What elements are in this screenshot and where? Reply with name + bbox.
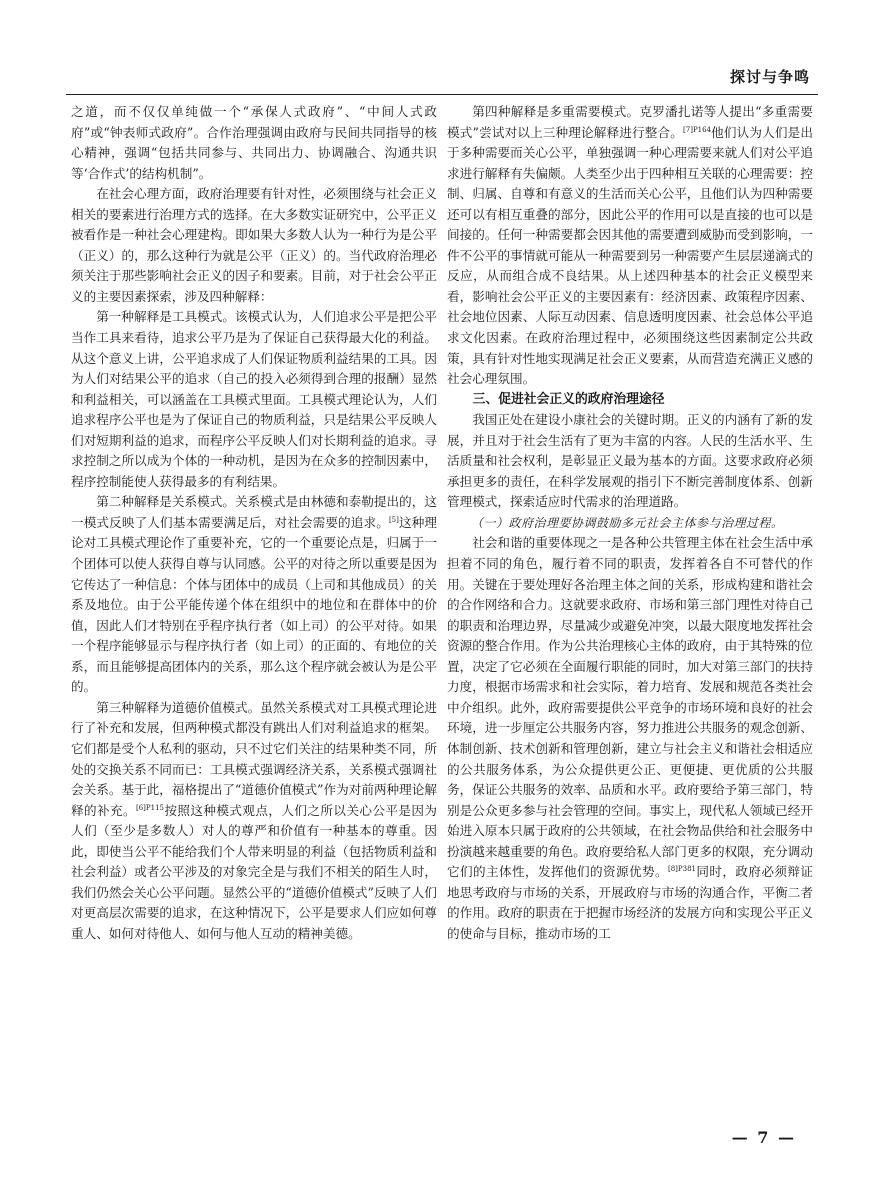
paragraph-text: 第三种解释为道德价值模式。虽然关系模式对工具模式理论进行了补充和发展，但两种模式都没有跳出人们对利益追求的框架。它们都是受个人私利的驱动，只不过它们关注的结果种类不同，所处的交换关系不同而已：工具模式强调经济关系，关系模式强调社会关系。基于此，福格提出了“道德价值模式”作为对前两种理论解释的补充。 bbox=[71, 699, 437, 818]
paragraph-text: 按照这种模式观点，人们之所以关心公平是因为人们（至少是多数人）对人的尊严和价值有一种基本的尊重。因此，即使当公平不能给我们个人带来明显的利益（包括物质利益和社会利益）或者公平涉及的对象完全是与我们不相关的陌生人时，我们仍然会关心公平问题。显然公平的“道德价值模式”反映了人们对更高层次需要的追求，在这种情况下，公平是要求人们应如何尊重人、如何对待他人、如何与他人互动的精神美德。 bbox=[71, 802, 437, 941]
paragraph bbox=[447, 102, 813, 390]
page-number: — 7 — bbox=[731, 1128, 796, 1147]
right-column bbox=[447, 102, 813, 944]
section-heading: 三、促进社会正义的政府治理途径 bbox=[472, 391, 665, 407]
paragraph-text: 社会和谐的重要体现之一是各种公共管理主体在社会生活中承担着不同的角色，履行着不同的职责，发挥着各自不可替代的作用。关键在于要处理好各治理主体之间的关系，形成构建和谐社会的合作网络和合力。这就要求政府、市场和第三部门理性对待自己的职责和治理边界，尽量减少或避免冲突，以最大限度地发挥社会资源的整合作用。作为公共治理核心主体的政府，由于其特殊的位置，决定了它必须在全面履行职能的同时，加大对第三部门的扶持力度，根据市场需求和社会实际，着力培育、发展和规范各类社会中介组织。此外，政府需要提供公平竞争的市场环境和良好的社会环境，进一步厘定公共服务内容，努力推进公共服务的观念创新、体制创新、技术创新和管理创新，建立与社会主义和谐社会相适应的公共服务体系，为公众提供更公正、更便捷、更优质的公共服务，保证公共服务的效率、品质和水平。政府要给予第三部门，特别是公众更多参与社会管理的空间。事实上，现代私人领域已经开始进入原本只属于政府的公共领域，在社会物品供给和社会服务中扮演越来越重要的角色。政府要给私人部门更多的权限，充分调动它们的主体性，发挥他们的资源优势。 bbox=[447, 535, 813, 880]
citation-ref: [5] bbox=[388, 515, 399, 524]
paragraph-text: 他们认为人们是出于多种需要而关心公平，单独强调一种心理需要来就人们对公平追求进行解释有失偏颇。人类至少出于四种相互关联的心理需要：控制、归属、自尊和有意义的生活而关心公平，且他们认为四种需要还可以有相互重叠的部分，因此公平的作用可以是直接的也可以是间接的。任何一种需要都会因其他的需要遭到威胁而受到影响，一件不公平的事情就可能从一种需要到另一种需要产生层层递滴式的反应，从而组合成不良结果。从上述四种基本的社会正义模型来看，影响社会公平正义的主要因素有：经济因素、政策程序因素、社会地位因素、人际互动因素、信息透明度因素、社会总体公平追求文化因素。在政府治理过程中，必须围绕这些因素制定公共政策，具有针对性地实现满足社会正义要素，从而营造充满正义感的社会心理氛围。 bbox=[447, 124, 813, 387]
paragraph bbox=[71, 698, 437, 945]
paragraph: 之道，而不仅仅单纯做一个“承保人式政府”、“中间人式政府”或“钟表师式政府”。合作治理强调由政府与民间共同指导的核心精神，强调“包括共同参与、共同出力、协调融合、沟通共识等‘合作式’的结构机制”。 bbox=[71, 104, 437, 181]
left-column bbox=[71, 102, 437, 944]
citation-ref: [8]P381 bbox=[668, 865, 696, 874]
paragraph bbox=[71, 492, 437, 697]
paragraph-text: 第二种解释是关系模式。关系模式是由林德和泰勒提出的，这一模式反映了人们基本需要满足后，对社会需要的追求。 bbox=[71, 494, 437, 530]
paragraph bbox=[447, 533, 813, 944]
paragraph-text: 这种理论对工具模式理论作了重要补充，它的一个重要论点是，归属于一个团体可以使人获得自尊与认同感。公平的对待之所以重要是因为它传达了一种信息：个体与团体中的成员（上司和其他成员）的关系及地位。由于公平能传递个体在组织中的地位和在群体中的价值，因此人们才特别在乎程序执行者（如上司）的公平对待。如果一个程序能够显示与程序执行者（如上司）的正面的、有地位的关系，而且能够提高团体内的关系，那么这个程序就会被认为是公平的。 bbox=[71, 514, 438, 695]
paragraph: 在社会心理方面，政府治理要有针对性，必须围绕与社会正义相关的要素进行治理方式的选择。在大多数实证研究中，公平正义被看作是一种社会心理建构。即如果大多数人认为一种行为是公平（正义）的，那么这种行为就是公平（正义）的。当代政府治理必须关注于那些影响社会正义的因子和要素。目前，对于社会公平正义的主要因素探索，涉及四种解释： bbox=[71, 186, 437, 304]
paragraph-text: 同时，政府必须辩证地思考政府与市场的关系，开展政府与市场的沟通合作，平衡二者的作用。政府的职责在于把握市场经济的发展方向和实现公平正义的使命与目标，推动市场的工 bbox=[447, 864, 813, 941]
subsection-heading: （一）政府治理要协调鼓励多元社会主体参与治理过程。 bbox=[471, 515, 784, 530]
paragraph: 我国正处在建设小康社会的关键时期。正义的内涵有了新的发展，并且对于社会生活有了更为丰富的内容。人民的生活水平、生活质量和社会权利，是彰显正义最为基本的方面。这要求政府必须承担更多的责任，在科学发展观的指引下不断完善制度体系、创新管理模式，探索适应时代需求的治理道路。 bbox=[447, 412, 813, 510]
citation-ref: [6]P115 bbox=[136, 803, 164, 812]
journal-section-tag: 探讨与争鸣 bbox=[729, 68, 810, 86]
paragraph-text: 第四种解释是多重需要模式。克罗潘扎诺等人提出“多重需要模式”尝试对以上三种理论解释进行整合。 bbox=[447, 104, 813, 140]
citation-ref: [7]P164 bbox=[683, 125, 712, 134]
header-rule bbox=[66, 94, 818, 95]
paragraph: 第一种解释是工具模式。该模式认为，人们追求公平是把公平当作工具来看待，追求公平乃是为了保证自己获得最大化的利益。从这个意义上讲，公平追求成了人们保证物质利益结果的工具。因为人们对结果公平的追求（自己的投入必须得到合理的报酬）显然和利益相关，可以涵盖在工具模式里面。工具模式理论认为，人们追求程序公平也是为了保证自己的物质利益，只是结果公平反映人们对短期利益的追求，而程序公平反映人们对长期利益的追求。寻求控制之所以成为个体的一种动机，是因为在众多的控制因素中，程序控制能使人获得最多的有利结果。 bbox=[71, 309, 437, 489]
